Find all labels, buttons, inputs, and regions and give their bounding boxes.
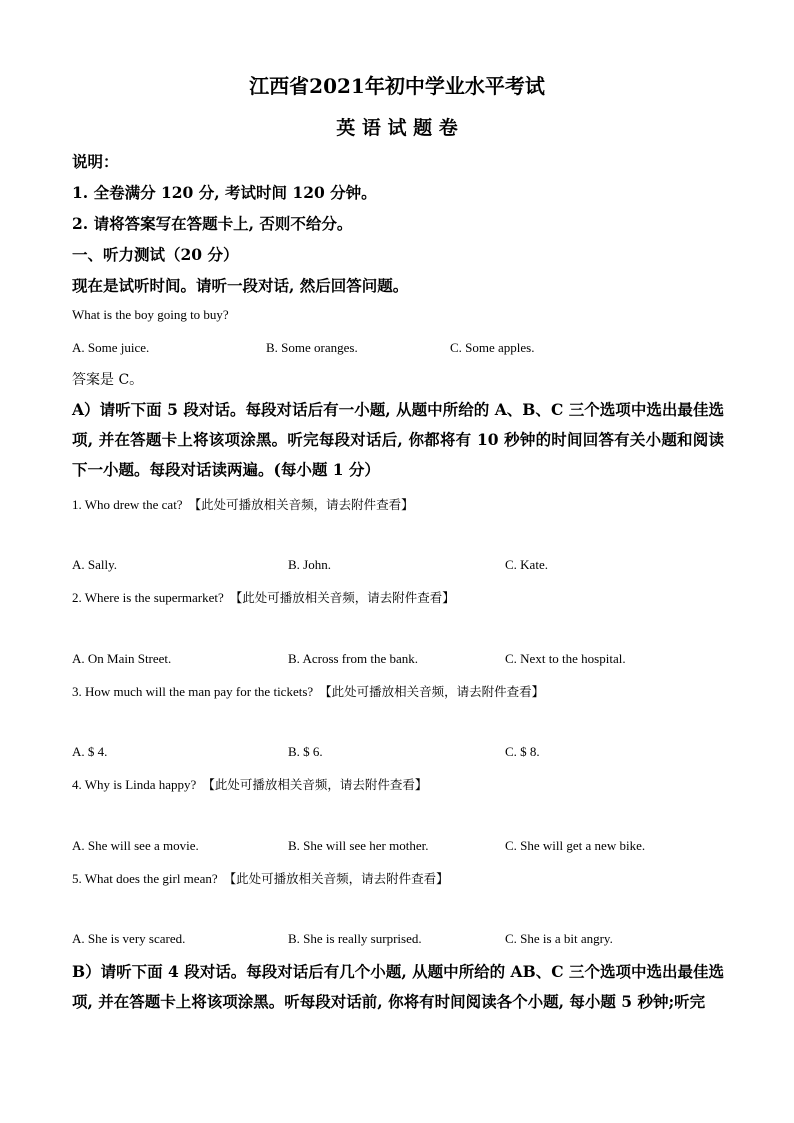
q5-option-c: C. She is a bit angry. [505, 931, 613, 946]
q4-option-b: B. She will see her mother. [288, 838, 429, 853]
q3-option-a: A. $ 4. [72, 744, 108, 759]
question-3-text: 3. How much will the man pay for the tickets? [72, 684, 314, 699]
q1-option-a: A. Sally. [72, 557, 118, 572]
question-5-text: 5. What does the girl mean? [72, 871, 218, 886]
question-1-text: 1. Who drew the cat? [72, 497, 183, 512]
trial-option-a: A. Some juice. [72, 340, 150, 355]
instructions-heading: 说明： [72, 152, 119, 171]
audio-note: 【此处可播放相关音频，请去附件查看】 [188, 497, 414, 512]
trial-option-b: B. Some oranges. [266, 340, 358, 355]
trial-option-c: C. Some apples. [450, 340, 535, 355]
q4-option-c: C. She will get a new bike. [505, 838, 646, 853]
part-b-instruction: B）请听下面 4 段对话。每段对话后有几个小题, 从题中所给的 AB、C 三个选项中选出最佳选项, 并在答题卡上将该项涂黑。听每段对话前, 你将有时间阅读各个小题, 每小题 5 秒钟;听完 [72, 962, 724, 1011]
instruction-item-1: 1. 全卷满分 120 分, 考试时间 120 分钟。 [72, 183, 377, 202]
part-a-instruction: A）请听下面 5 段对话。每段对话后有一小题, 从题中所给的 A、B、C 三个选项中选出最佳选项, 并在答题卡上将该项涂黑。听完每段对话后, 你都将有 10 秒钟的时间回答有关小题和阅读下一小题。每段对话读两遍。(每小题 1 分） [72, 400, 724, 479]
instruction-item-2: 2. 请将答案写在答题卡上, 否则不给分。 [72, 214, 353, 233]
question-4-text: 4. Why is Linda happy? [72, 777, 197, 792]
trial-intro: 现在是试听时间。请听一段对话, 然后回答问题。 [72, 276, 409, 295]
q2-option-c: C. Next to the hospital. [505, 651, 626, 666]
exam-title: 江西省2021年初中学业水平考试 [249, 74, 545, 98]
q3-option-c: C. $ 8. [505, 744, 540, 759]
trial-answer: 答案是 C。 [72, 372, 144, 388]
q1-option-c: C. Kate. [505, 557, 548, 572]
q5-option-a: A. She is very scared. [72, 931, 186, 946]
q2-option-a: A. On Main Street. [72, 651, 172, 666]
question-2-text: 2. Where is the supermarket? [72, 590, 224, 605]
q4-option-a: A. She will see a movie. [72, 838, 199, 853]
q1-option-b: B. John. [288, 557, 331, 572]
question-5 [72, 869, 449, 887]
audio-note: 【此处可播放相关音频，请去附件查看】 [202, 777, 428, 792]
audio-note: 【此处可播放相关音频，请去附件查看】 [229, 590, 455, 605]
audio-note: 【此处可播放相关音频，请去附件查看】 [223, 871, 449, 886]
question-2 [72, 588, 455, 606]
q2-option-b: B. Across from the bank. [288, 651, 418, 666]
exam-subtitle: 英 语 试 题 卷 [336, 117, 458, 139]
question-3 [72, 682, 544, 700]
q5-option-b: B. She is really surprised. [288, 931, 422, 946]
trial-question: What is the boy going to buy? [72, 307, 229, 322]
section-title-listening: 一、听力测试（20 分） [72, 245, 239, 264]
question-1 [72, 495, 414, 513]
question-4 [72, 775, 427, 793]
audio-note: 【此处可播放相关音频，请去附件查看】 [319, 684, 545, 699]
q3-option-b: B. $ 6. [288, 744, 323, 759]
